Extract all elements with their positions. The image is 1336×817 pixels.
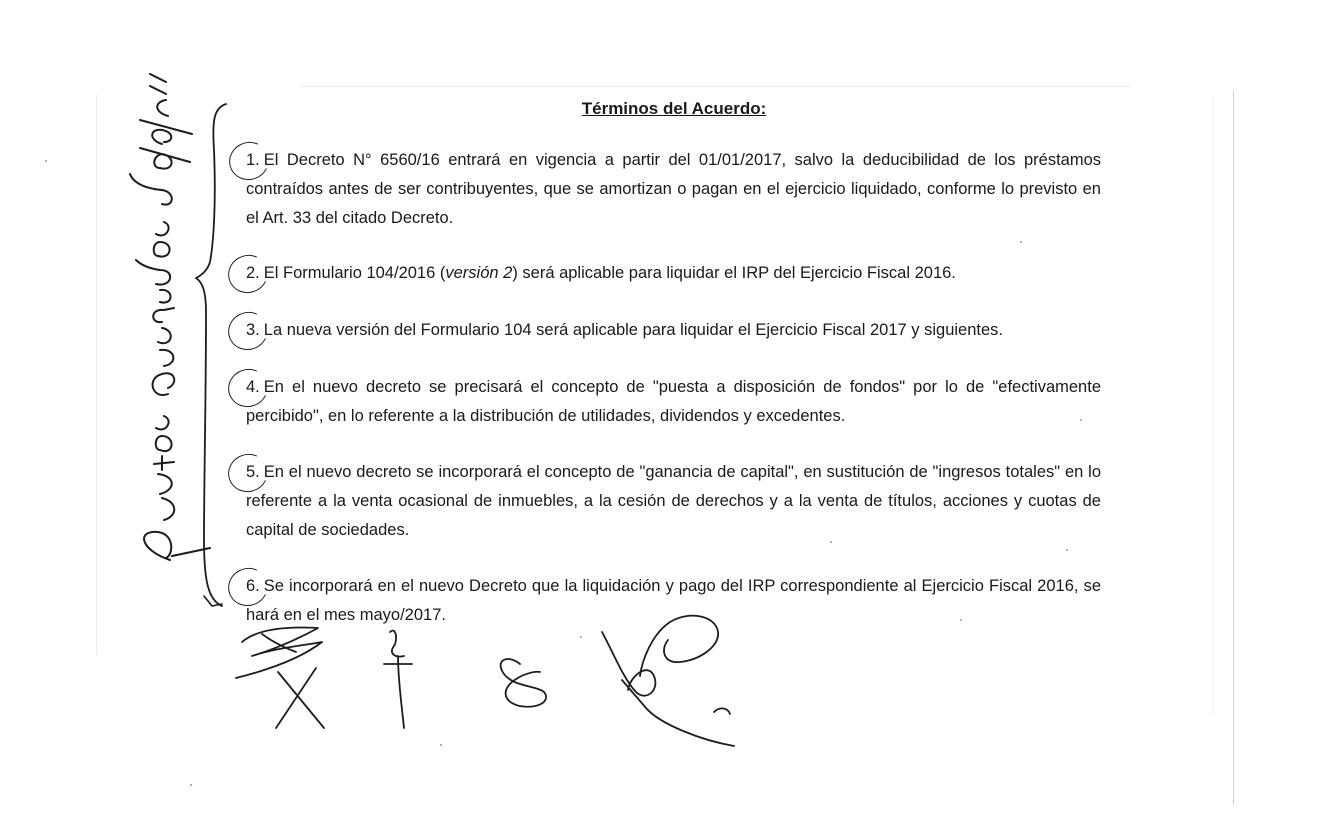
clause-text: En el nuevo decreto se precisará el concepto de "puesta a disposición de fondos" por lo de "efectivamente percibido", en lo referente a la distribución de utilidades, dividendos y excedentes.	[246, 378, 1101, 425]
clause-text: Se incorporará en el nuevo Decreto que la liquidación y pago del IRP correspondiente al Ejercicio Fiscal 2016, se hará en el mes mayo/2017.	[246, 577, 1101, 624]
scan-speckle	[190, 784, 192, 786]
clause-number: 4.	[246, 378, 260, 396]
scan-speckle	[45, 160, 47, 162]
signature-3	[501, 659, 547, 707]
clause-number: 1.	[246, 151, 260, 169]
scan-speckle	[830, 541, 832, 543]
clause-text-italic: versión 2	[445, 264, 513, 282]
clause-text: En el nuevo decreto se incorporará el concepto de "ganancia de capital", en sustitución de "ingresos totales" en lo referente a la venta ocasional de inmuebles, a la cesión de derechos y a la venta de títulos, acciones y cuotas de capital de sociedades.	[246, 463, 1101, 539]
scan-speckle	[1020, 241, 1022, 243]
clause-text: El Decreto N° 6560/16 entrará en vigencia a partir del 01/01/2017, salvo la deducibilidad de los préstamos contraídos antes de ser contribuyentes, que se amortizan o pagan en el ejercicio liquidado, conforme lo previsto en el Art. 33 del citado Decreto.	[246, 151, 1101, 227]
clause-text-after: ) será aplicable para liquidar el IRP del Ejercicio Fiscal 2016.	[512, 264, 956, 282]
signature-2	[384, 631, 412, 728]
signature-4	[602, 616, 734, 746]
document-title: Términos del Acuerdo:	[581, 99, 767, 118]
curly-brace	[196, 104, 226, 606]
clause-text-before: El Formulario 104/2016 (	[263, 264, 446, 282]
clause-number: 3.	[246, 321, 260, 339]
scan-speckle	[1066, 549, 1068, 551]
scan-speckle	[1080, 419, 1082, 421]
clause-number: 5.	[246, 463, 260, 481]
handwritten-note	[130, 74, 210, 560]
scan-speckle	[440, 744, 442, 746]
clause-number: 6.	[246, 577, 260, 595]
clause-text: La nueva versión del Formulario 104 será aplicable para liquidar el Ejercicio Fiscal 2017 y siguientes.	[263, 321, 1003, 339]
scan-speckle	[580, 636, 582, 638]
clause-number: 2.	[246, 264, 260, 282]
scan-speckle	[960, 619, 962, 621]
signature-1	[236, 628, 324, 728]
